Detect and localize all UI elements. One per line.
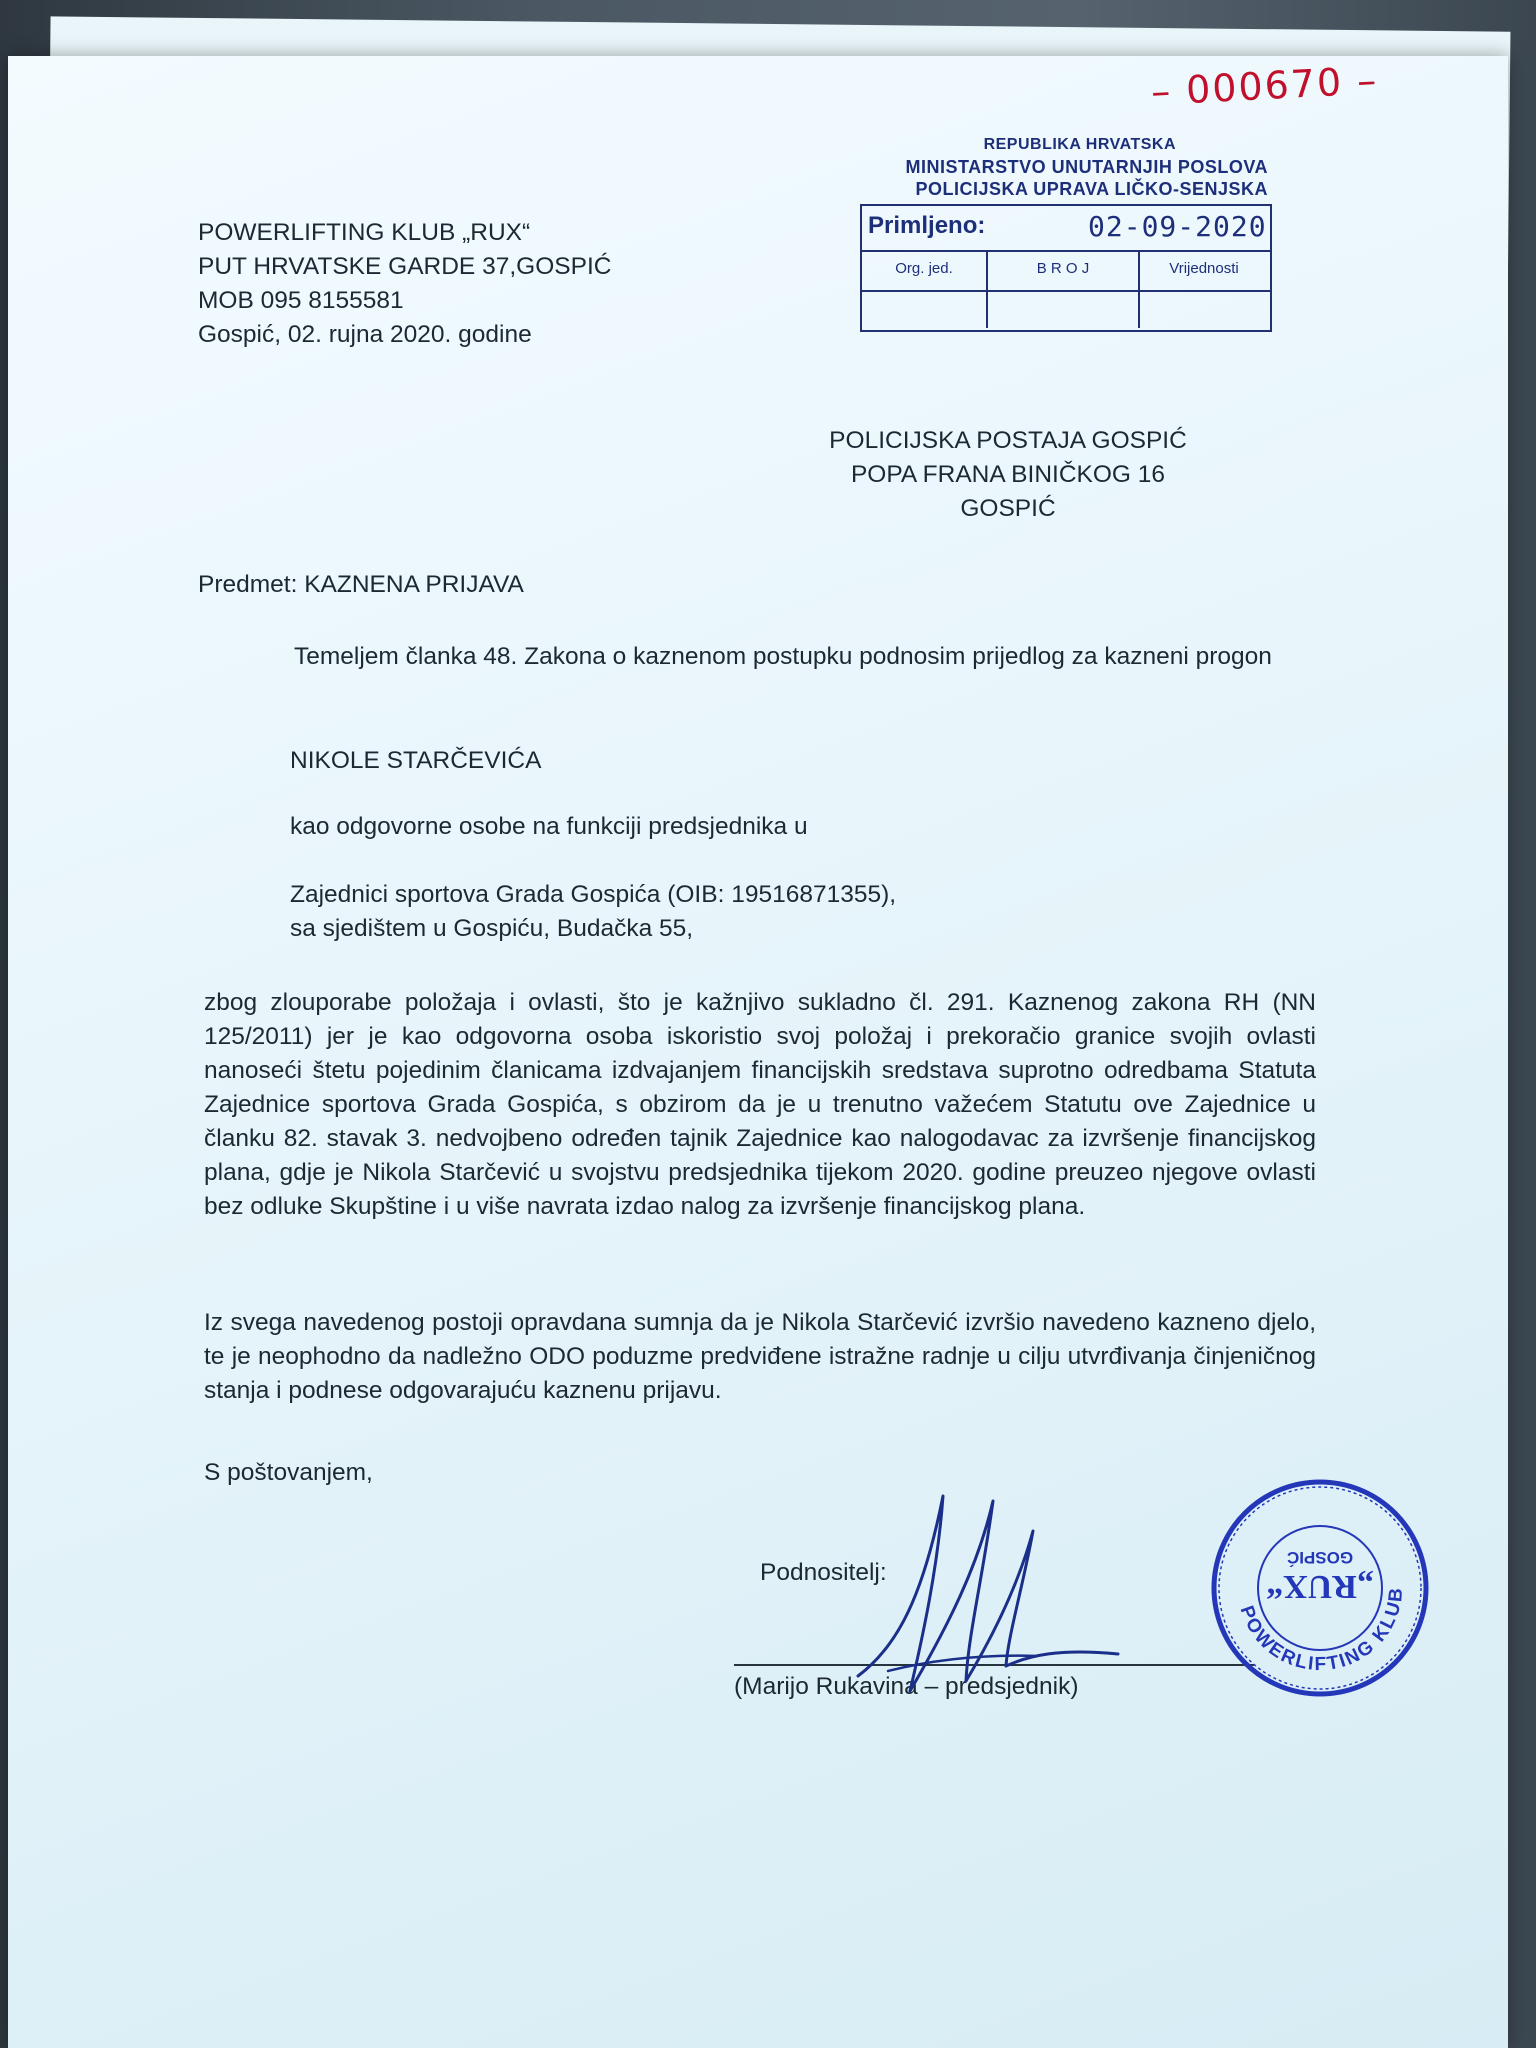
stamp-received-date: 02-09-2020 xyxy=(1088,210,1267,243)
club-seal-stamp xyxy=(1208,1476,1432,1700)
intro-paragraph: Temeljem članka 48. Zakona o kaznenom postupku podnosim prijedlog za kazneni progon xyxy=(294,643,1272,670)
submitter-label: Podnositelj: xyxy=(760,1559,887,1586)
stamp-col-org-unit: Org. jed. xyxy=(862,252,988,290)
stamp-column-headers xyxy=(862,252,1270,292)
sender-address-block xyxy=(198,216,611,352)
handwritten-signature xyxy=(828,1476,1128,1716)
police-received-stamp-header xyxy=(860,134,1268,200)
organization-name: Zajednici sportova Grada Gospića (OIB: 19516871355), xyxy=(290,881,897,908)
stamp-empty-cell xyxy=(988,292,1140,328)
stamp-col-values: Vrijednosti xyxy=(1169,260,1239,277)
stamp-line-police-administration: POLICIJSKA UPRAVA LIČKO-SENJSKA xyxy=(915,179,1268,199)
organization-address: sa sjedištem u Gospiću, Budačka 55, xyxy=(290,915,694,942)
body-paragraph: zbog zlouporabe položaja i ovlasti, što je kažnjivo sukladno čl. 291. Kaznenog zakona RH (NN 125/2011) jer je kao odgovorna osoba iskoristio svoj položaj i prekoračio granice svojih ovlasti nanoseći štetu pojedinim članicama izdvajanjem financijskih sredstava suprotno odredbama Statuta Zajednice sportova Grada Gospića, s obzirom da je u trenutno važećem Statutu ove Zajednice u članku 82. stavak 3. nedvojbeno određen tajnik Zajednice kao nalogodavac za izvršenje financijskog plana, gdje je Nikola Starčević u svojstvu predsjednika tijekom 2020. godine preuzeo njegove ovlasti bez odluke Skupštine i u više navrata izdao nalog za izvršenje financijskog plana. xyxy=(204,989,1316,1220)
sender-club-name: POWERLIFTING KLUB „RUX“ xyxy=(198,219,531,246)
stamp-line-republic: REPUBLIKA HRVATSKA xyxy=(983,136,1176,153)
accused-role: kao odgovorne osobe na funkciji predsjednika u xyxy=(290,813,808,840)
seal-top-text: GOSPIĆ xyxy=(1286,1548,1354,1567)
recipient-city: GOSPIĆ xyxy=(960,495,1056,522)
handwritten-reference-number: – 000670 – xyxy=(1149,58,1379,114)
letter-date: Gospić, 02. rujna 2020. godine xyxy=(198,321,532,348)
stamp-empty-cell xyxy=(862,292,988,328)
accused-name: NIKOLE STARČEVIĆA xyxy=(290,747,542,774)
sender-street: PUT HRVATSKE GARDE 37,GOSPIĆ xyxy=(198,253,612,280)
stamp-col-number: B R O J xyxy=(988,252,1140,290)
stamp-line-ministry: MINISTARSTVO UNUTARNJIH POSLOVA xyxy=(905,157,1268,177)
submitter-name: (Marijo Rukavina – predsjednik) xyxy=(734,1673,1079,1700)
stamp-received-row xyxy=(862,206,1270,252)
stamp-empty-row xyxy=(862,292,1270,328)
seal-ring-text: POWERLIFTING KLUB xyxy=(1235,1585,1408,1676)
seal-center-text: „RUX“ xyxy=(1266,1568,1374,1605)
sender-phone: MOB 095 8155581 xyxy=(198,287,404,314)
stamp-received-label: Primljeno: xyxy=(868,212,986,239)
letter-page xyxy=(8,56,1508,2048)
recipient-address-block xyxy=(808,424,1208,526)
letter-subject: Predmet: KAZNENA PRIJAVA xyxy=(198,571,524,598)
recipient-street: POPA FRANA BINIČKOG 16 xyxy=(850,461,1166,488)
conclusion-paragraph: Iz svega navedenog postoji opravdana sumnja da je Nikola Starčević izvršio navedeno kazneno djelo, te je neophodno da nadležno ODO poduzme predviđene istražne radnje u cilju utvrđivanja činjeničnog stanja i podnese odgovarajuću kaznenu prijavu. xyxy=(204,1309,1316,1404)
police-received-stamp-box xyxy=(860,204,1272,332)
closing-salutation: S poštovanjem, xyxy=(204,1459,373,1486)
recipient-name: POLICIJSKA POSTAJA GOSPIĆ xyxy=(829,427,1187,454)
